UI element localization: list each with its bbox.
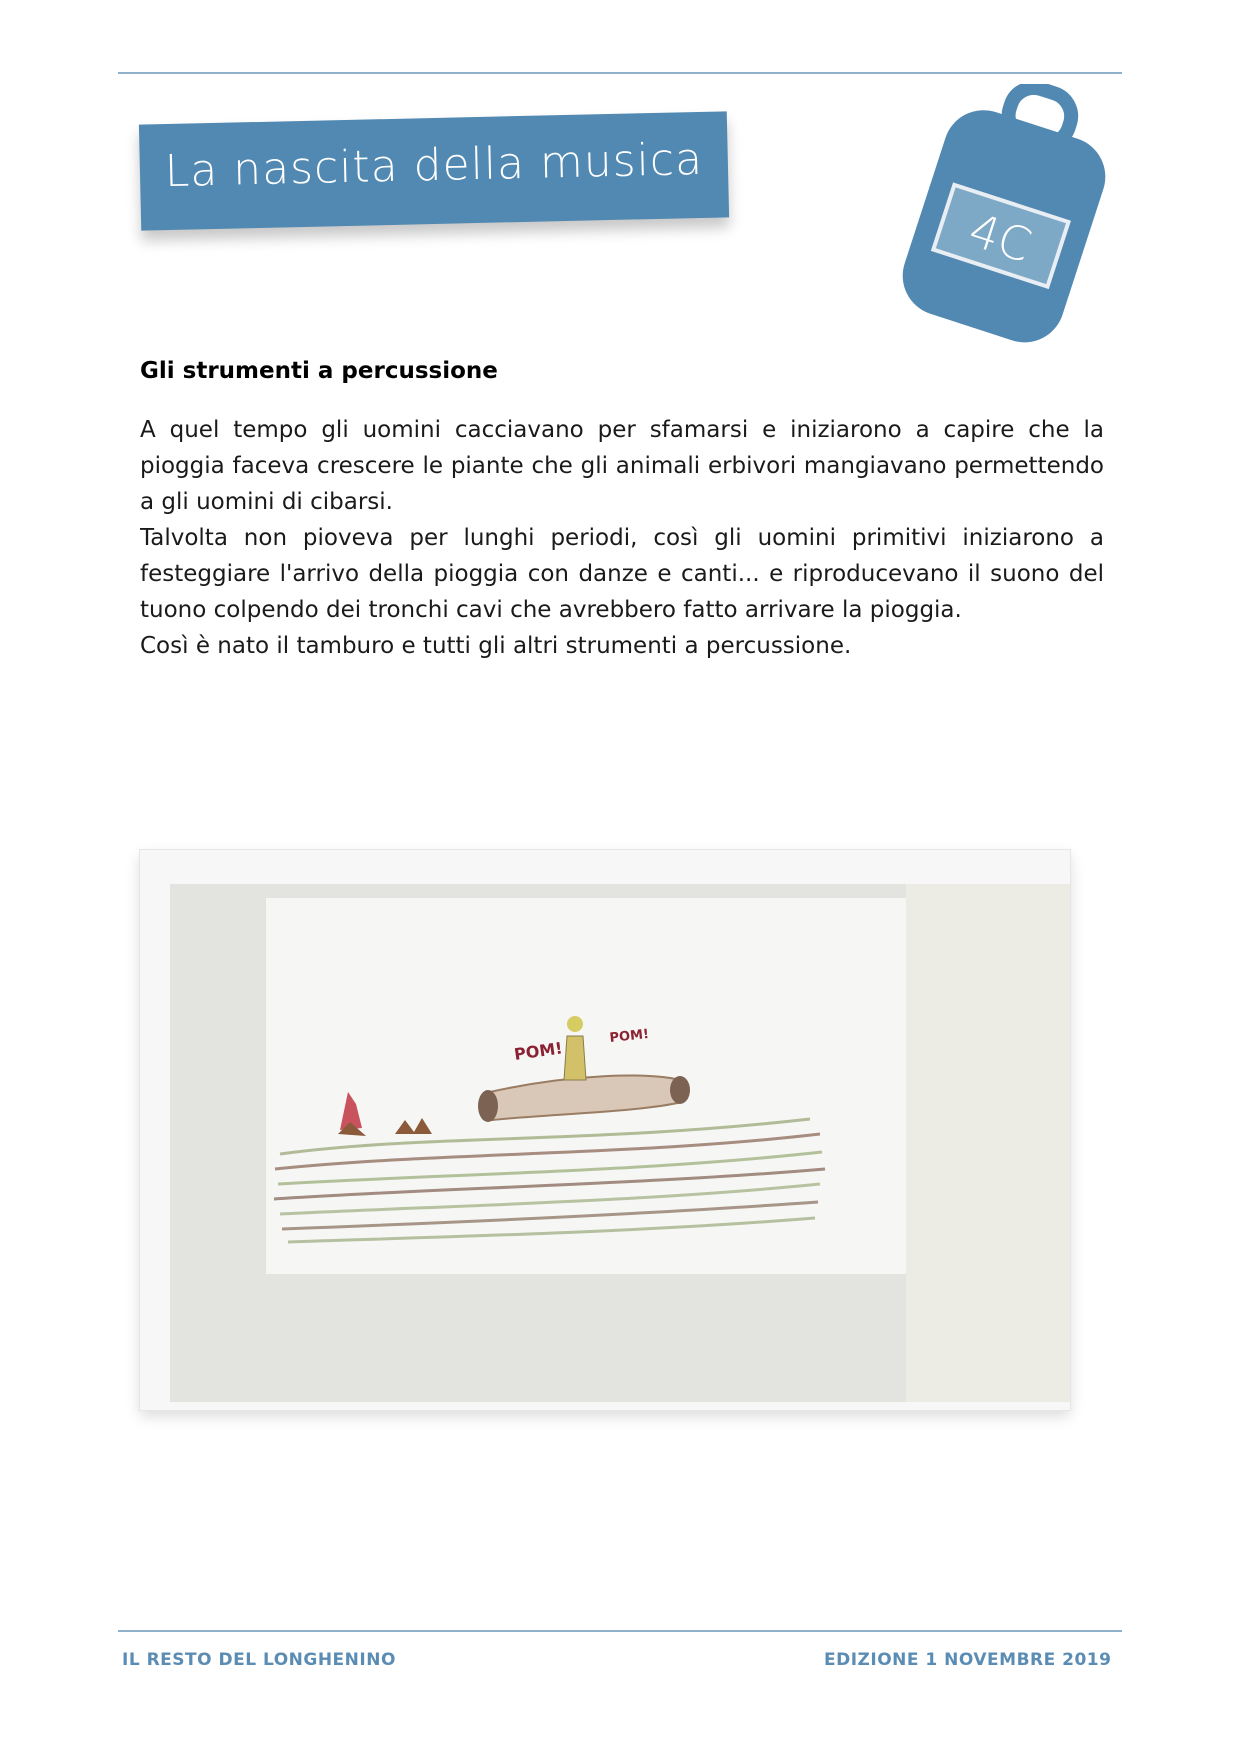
footer-publication: IL RESTO DEL LONGHENINO (122, 1650, 396, 1670)
paragraph: Talvolta non pioveva per lunghi periodi, così gli uomini primitivi iniziarono a festeggiare l'arrivo della pioggia con danze e canti... e riproducevano il suono del tuono colpendo dei tronchi cavi che avrebbero fatto arrivare la pioggia. (140, 525, 1104, 623)
page-title: La nascita della musica (164, 133, 704, 198)
footer-edition: EDIZIONE 1 NOVEMBRE 2019 (824, 1650, 1112, 1670)
school-bag-icon (900, 84, 1120, 354)
article-body (140, 412, 1104, 694)
drawing-illustration (170, 884, 1070, 1402)
photo-frame (140, 850, 1070, 1410)
bottom-divider (118, 1630, 1122, 1632)
pom-left: POM! (512, 1038, 564, 1064)
pom-right: POM! (608, 1026, 650, 1046)
section-heading: Gli strumenti a percussione (140, 358, 498, 384)
person-drawing (567, 1016, 583, 1032)
paragraph: A quel tempo gli uomini cacciavano per sfamarsi e iniziarono a capire che la pioggia faceva crescere le piante che gli animali erbivori mangiavano permettendo a gli uomini di cibarsi. (140, 417, 1104, 515)
child-drawing-photo (170, 884, 1070, 1402)
title-banner (139, 111, 729, 230)
top-divider (118, 72, 1122, 74)
class-badge: 4C (962, 202, 1038, 273)
paragraph: Così è nato il tamburo e tutti gli altri strumenti a percussione. (140, 633, 852, 659)
